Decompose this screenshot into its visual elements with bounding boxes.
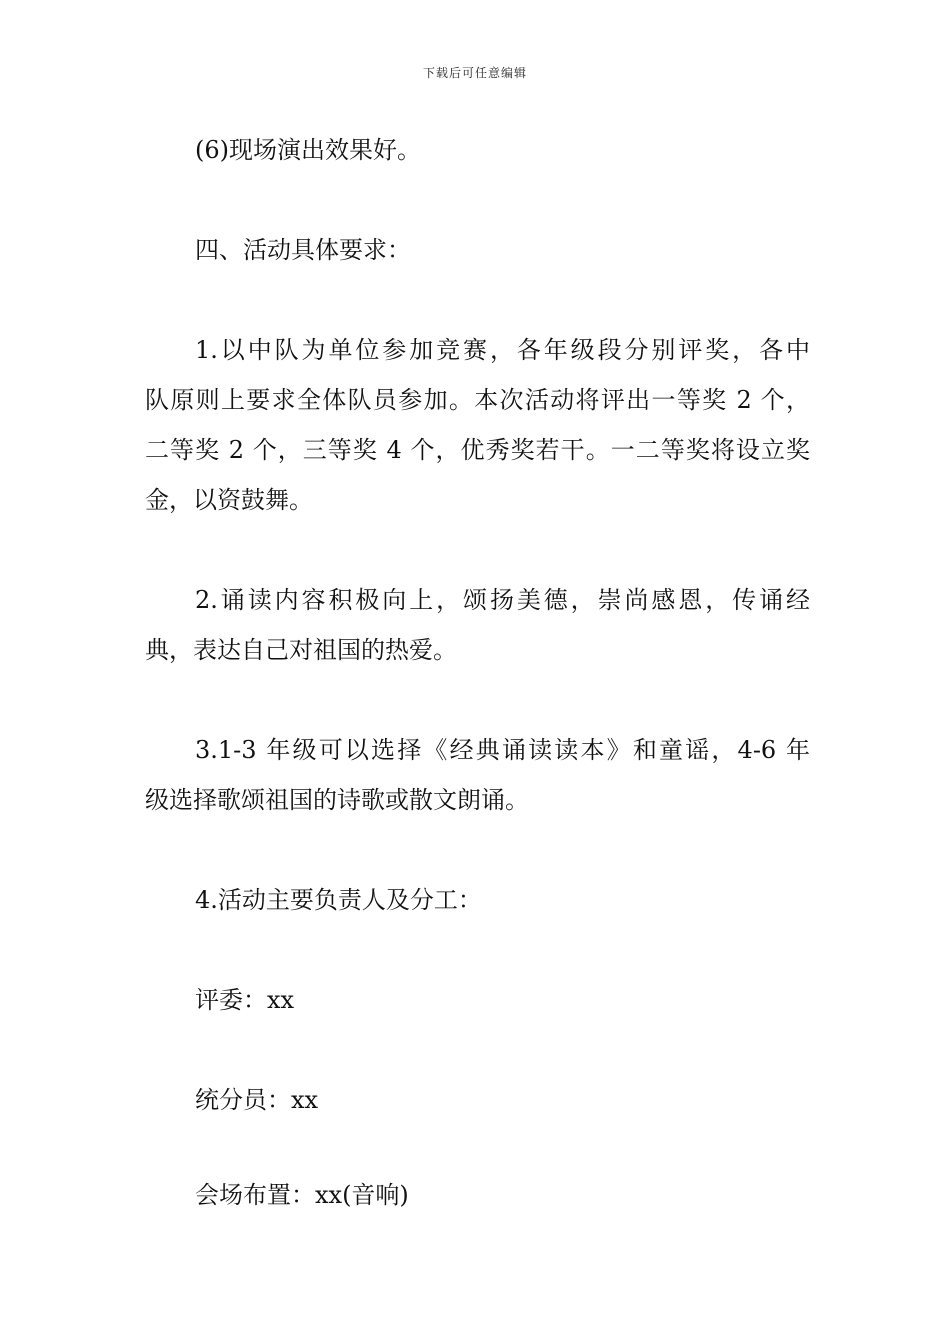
paragraph-1-line-4: 金，以资鼓舞。 (145, 486, 313, 514)
paragraph-1-line-2: 队原则上要求全体队员参加。本次活动将评出一等奖 2 个， (145, 386, 810, 414)
item-venue-setup: 会场布置：xx(音响) (195, 1181, 409, 1209)
section-heading-requirements: 四、活动具体要求： (195, 236, 411, 264)
paragraph-1-line-1: 1.以中队为单位参加竞赛，各年级段分别评奖，各中 (195, 336, 810, 364)
item-judges: 评委：xx (195, 986, 295, 1014)
paragraph-3-line-1: 3.1-3 年级可以选择《经典诵读读本》和童谣，4-6 年 (195, 736, 810, 764)
page-header: 下载后可任意编辑 (422, 66, 527, 80)
paragraph-3-line-2: 级选择歌颂祖国的诗歌或散文朗诵。 (145, 786, 529, 814)
paragraph-performance-effect: (6)现场演出效果好。 (195, 136, 421, 164)
paragraph-2-line-2: 典，表达自己对祖国的热爱。 (145, 636, 457, 664)
paragraph-2-line-1: 2.诵读内容积极向上，颂扬美德，崇尚感恩，传诵经 (195, 586, 810, 614)
paragraph-responsibilities: 4.活动主要负责人及分工： (195, 886, 482, 914)
paragraph-1-line-3: 二等奖 2 个，三等奖 4 个，优秀奖若干。一二等奖将设立奖 (145, 436, 810, 464)
item-scorer: 统分员：xx (195, 1086, 319, 1114)
